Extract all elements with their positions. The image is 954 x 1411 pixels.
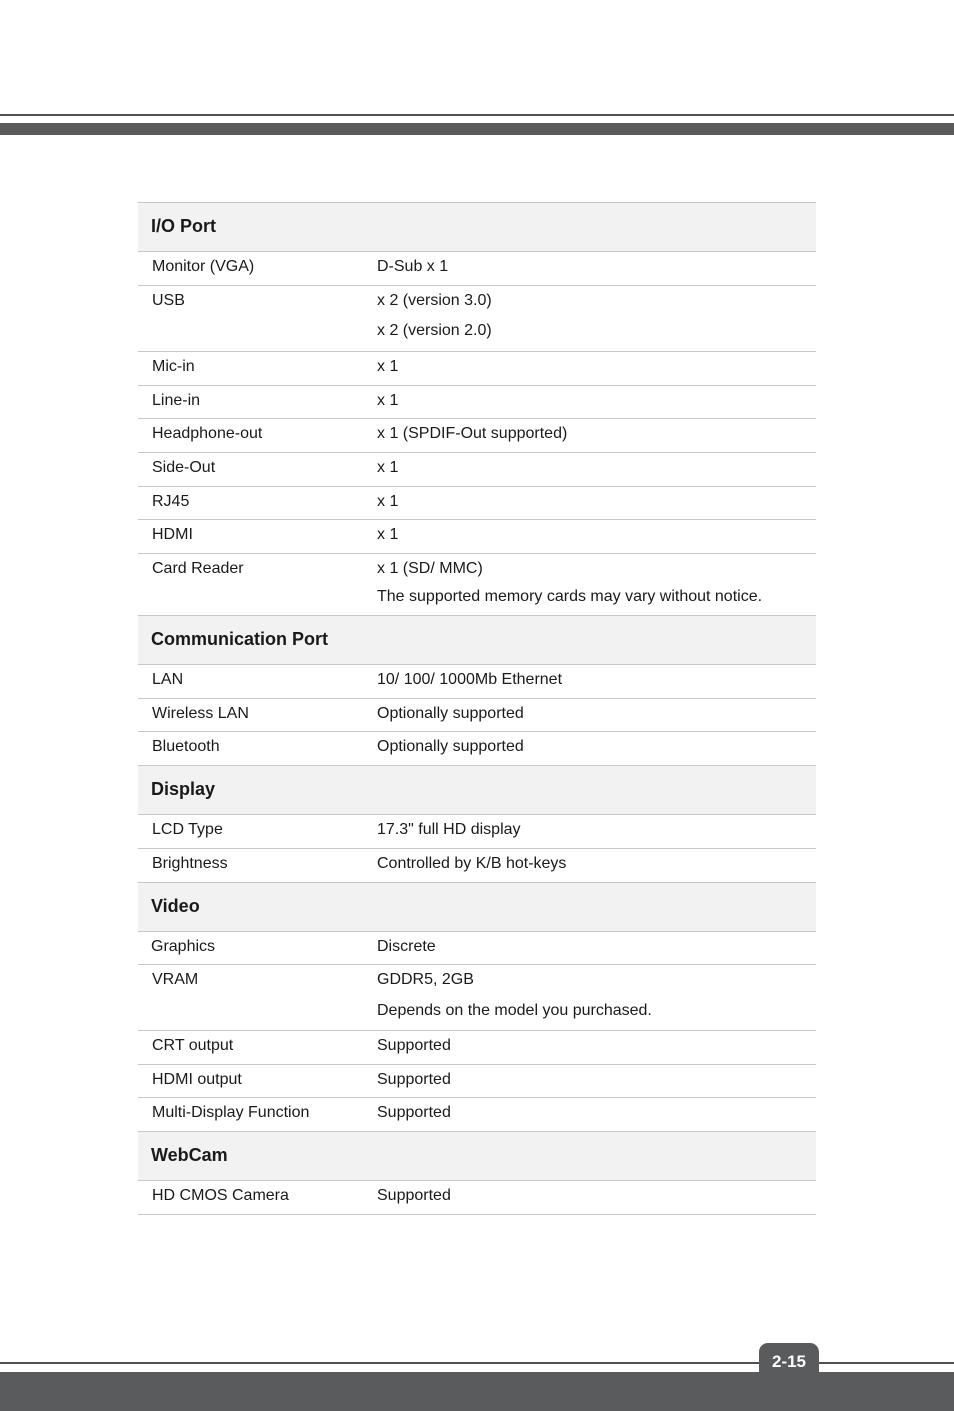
spec-value: D-Sub x 1 (377, 258, 449, 275)
spec-value: Supported (377, 1071, 451, 1088)
spec-value-secondary: Depends on the model you purchased. (377, 1002, 652, 1019)
spec-value: Supported (377, 1104, 451, 1121)
spec-row (138, 286, 816, 352)
spec-label: USB (152, 292, 185, 309)
spec-label: HD CMOS Camera (152, 1187, 289, 1204)
spec-label: LAN (152, 671, 184, 688)
spec-label: CRT output (152, 1037, 234, 1054)
spec-label: Monitor (VGA) (152, 258, 255, 275)
spec-label: Graphics (151, 938, 216, 955)
spec-label: Side-Out (152, 459, 216, 476)
spec-label: RJ45 (152, 493, 190, 510)
section-header-video: Video (138, 883, 816, 932)
spec-row (138, 1031, 816, 1065)
spec-value: GDDR5, 2GB (377, 971, 474, 988)
spec-row (138, 699, 816, 732)
spec-row (138, 352, 816, 386)
section-header-webcam: WebCam (138, 1132, 816, 1181)
header-rule-thin (0, 114, 954, 116)
spec-label: Brightness (152, 855, 228, 872)
spec-row (138, 815, 816, 849)
spec-label: HDMI output (152, 1071, 242, 1088)
spec-value: x 1 (SPDIF-Out supported) (377, 425, 568, 442)
spec-row (138, 1098, 816, 1132)
page-number: 2-15 (771, 1352, 807, 1371)
spec-value: x 2 (version 3.0) (377, 292, 492, 309)
spec-value: x 1 (377, 392, 399, 409)
spec-row (138, 732, 816, 766)
spec-row (138, 453, 816, 487)
spec-row (138, 965, 816, 1031)
spec-value: x 1 (377, 493, 399, 510)
spec-row (138, 520, 816, 554)
section-header-display: Display (138, 766, 816, 815)
spec-label: HDMI (152, 526, 193, 543)
spec-value: Optionally supported (377, 738, 524, 755)
spec-label: Headphone-out (152, 425, 263, 442)
specification-table (138, 202, 816, 1215)
spec-label: Multi-Display Function (152, 1104, 310, 1121)
spec-value: Optionally supported (377, 705, 524, 722)
spec-row (138, 487, 816, 520)
section-header-io-port: I/O Port (138, 203, 816, 252)
spec-row (138, 665, 816, 699)
spec-label: LCD Type (152, 821, 223, 838)
spec-row (138, 1181, 816, 1215)
spec-value-secondary: The supported memory cards may vary without notice. (377, 588, 763, 605)
spec-label: Card Reader (152, 560, 244, 577)
spec-label: VRAM (152, 971, 199, 988)
spec-value: Supported (377, 1187, 451, 1204)
spec-value: x 1 (377, 358, 399, 375)
spec-row (138, 419, 816, 453)
spec-value: x 1 (377, 459, 399, 476)
spec-label: Line-in (152, 392, 201, 409)
spec-row (138, 554, 816, 616)
spec-value: x 1 (377, 526, 399, 543)
spec-value: 17.3" full HD display (377, 821, 521, 838)
spec-value: Supported (377, 1037, 451, 1054)
spec-row (138, 1065, 816, 1098)
spec-label: Wireless LAN (152, 705, 249, 722)
spec-label: Bluetooth (152, 738, 220, 755)
spec-label: Mic-in (152, 358, 195, 375)
spec-row (138, 849, 816, 883)
section-header-communication-port: Communication Port (138, 616, 816, 665)
spec-value: Controlled by K/B hot-keys (377, 855, 567, 872)
spec-row (138, 386, 816, 419)
spec-value: 10/ 100/ 1000Mb Ethernet (377, 671, 563, 688)
spec-value: Discrete (377, 938, 436, 955)
spec-value-secondary: x 2 (version 2.0) (377, 322, 492, 339)
spec-row (138, 252, 816, 286)
header-rule-bar (0, 123, 954, 135)
spec-value: x 1 (SD/ MMC) (377, 560, 483, 577)
spec-row (138, 932, 816, 965)
